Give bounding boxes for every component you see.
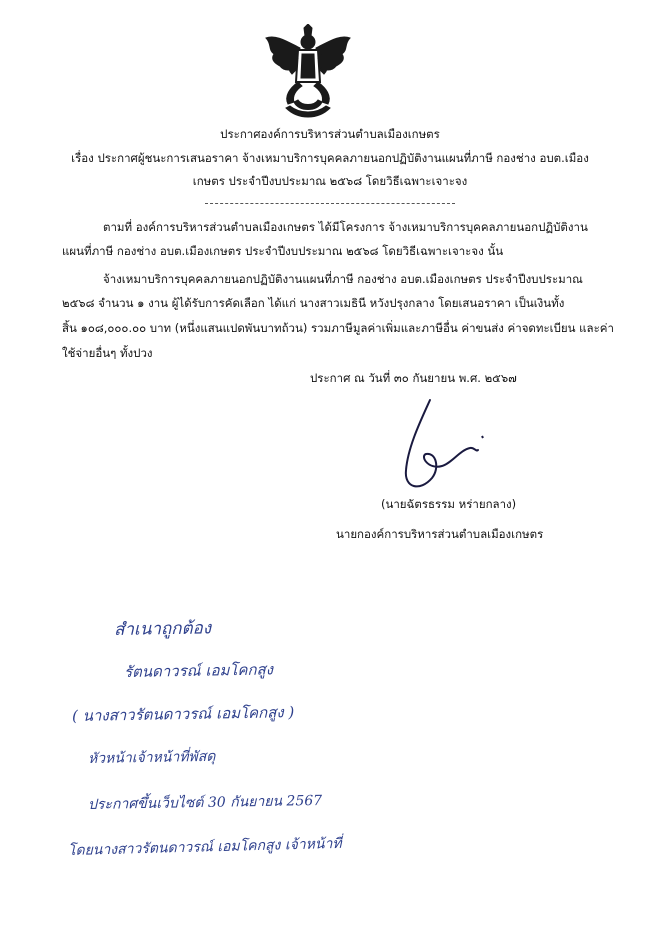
garuda-emblem-icon: [258, 24, 358, 120]
signatory-position: นายกองค์การบริหารส่วนตำบลเมืองเกษตร: [336, 527, 544, 541]
handwritten-certified-copy: สำเนาถูกต้อง: [113, 618, 212, 640]
handwritten-posted-by: โดยนางสาวรัตนดาวรณ์ เอมโคกสูง เจ้าหน้าที่: [67, 835, 342, 859]
paragraph-2-line-2: ๒๕๖๘ จำนวน ๑ งาน ผู้ได้รับการคัดเลือก ได้แก่ นางสาวเมธินี หวังปรุงกลาง โดยเสนอราคา เป็นเงินทั้ง: [62, 296, 565, 310]
handwritten-signer-signature: รัตนดาวรณ์ เอมโคกสูง: [123, 660, 274, 681]
handwritten-signer-position: หัวหน้าเจ้าหน้าที่พัสดุ: [87, 748, 216, 767]
paragraph-2-line-1: จ้างเหมาบริการบุคคลภายนอกปฏิบัติงานแผนที่ภาษี กองช่าง อบต.เมืองเกษตร ประจำปีงบประมาณ: [103, 272, 583, 286]
subject-line-2: เกษตร ประจำปีงบประมาณ ๒๕๖๘ โดยวิธีเฉพาะเจาะจง: [192, 174, 468, 188]
paragraph-2-line-4: ใช้จ่ายอื่นๆ ทั้งปวง: [62, 346, 153, 360]
handwritten-signer-name: ( นางสาวรัตนดาวรณ์ เอมโคกสูง ): [71, 703, 295, 725]
handwritten-signature-icon: [390, 392, 500, 500]
signatory-name: (นายฉัตรธรรม หร่ายกลาง): [381, 497, 517, 511]
paragraph-1-line-1: ตามที่ องค์การบริหารส่วนตำบลเมืองเกษตร ได้มีโครงการ จ้างเหมาบริการบุคคลภายนอกปฏิบัติงาน: [103, 220, 588, 234]
handwritten-web-posting-date: ประกาศขึ้นเว็บไซต์ 30 กันยายน 2567: [87, 792, 323, 813]
announcement-date: ประกาศ ณ วันที่ ๓๐ กันยายน พ.ศ. ๒๕๖๗: [310, 371, 517, 385]
separator-rule: [205, 203, 455, 204]
subject-line-1: เรื่อง ประกาศผู้ชนะการเสนอราคา จ้างเหมาบริการบุคคลภายนอกปฏิบัติงานแผนที่ภาษี กองช่าง อบต.เมือง: [71, 151, 589, 165]
paragraph-1-line-2: แผนที่ภาษี กองช่าง อบต.เมืองเกษตร ประจำปีงบประมาณ ๒๕๖๘ โดยวิธีเฉพาะเจาะจง นั้น: [62, 244, 504, 258]
document-title: ประกาศองค์การบริหารส่วนตำบลเมืองเกษตร: [220, 127, 440, 141]
paragraph-2-line-3: สิ้น ๑๐๘,๐๐๐.๐๐ บาท (หนึ่งแสนแปดพันบาทถ้วน) รวมภาษีมูลค่าเพิ่มและภาษีอื่น ค่าขนส่ง ค่าจดทะเบียน และค่า: [62, 321, 614, 335]
